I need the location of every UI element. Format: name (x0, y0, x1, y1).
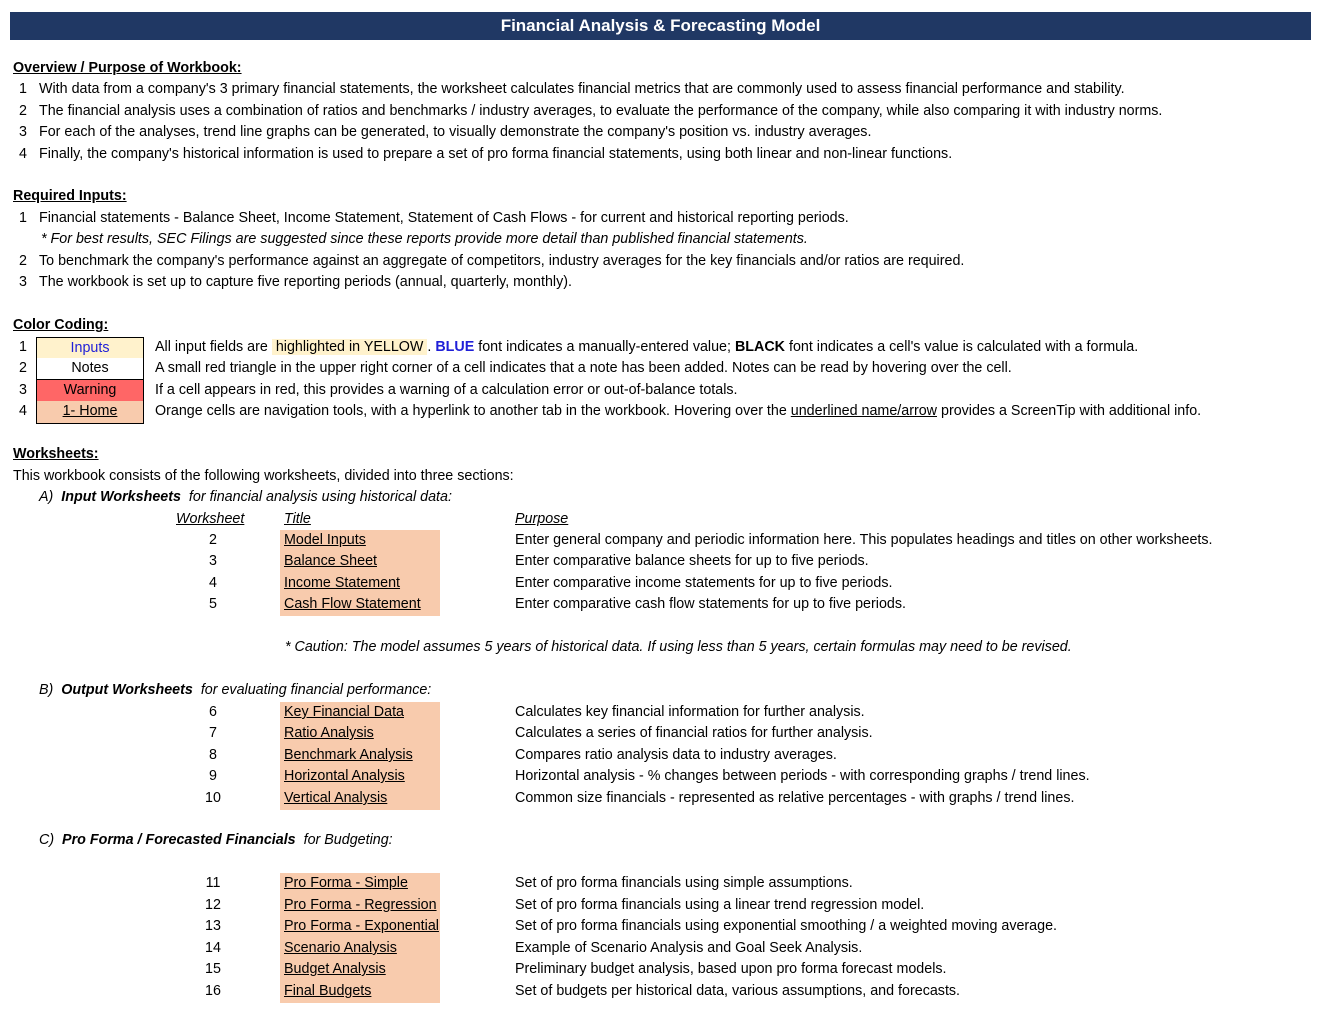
navigation-description (155, 401, 1201, 423)
required-note: * For best results, SEC Filings are suggested since these reports provide more detail than published financial statements. (41, 231, 808, 247)
worksheet-purpose: Enter comparative cash flow statements for up to five periods. (515, 596, 906, 612)
desc-text: provides a ScreenTip with additional info. (937, 403, 1202, 419)
worksheet-purpose: Enter comparative income statements for up to five periods. (515, 575, 893, 591)
worksheet-purpose: Enter general company and periodic information here. This populates headings and titles on other worksheets. (515, 532, 1213, 548)
color-num: 4 (19, 403, 27, 419)
link-cash-flow-statement[interactable]: Cash Flow Statement (284, 596, 421, 612)
section-name: Output Worksheets (61, 682, 193, 698)
required-text: To benchmark the company's performance against an aggregate of competitors, industry averages for the key financials and/or ratios are required. (39, 253, 965, 269)
link-pro-forma-regression[interactable]: Pro Forma - Regression (284, 897, 437, 913)
worksheet-purpose: Calculates a series of financial ratios for further analysis. (515, 725, 873, 741)
section-label: C) (39, 832, 55, 848)
worksheet-purpose: Example of Scenario Analysis and Goal Seek Analysis. (515, 940, 863, 956)
worksheet-number: 14 (205, 940, 221, 956)
worksheet-number: 7 (209, 725, 217, 741)
home-nav-button[interactable] (36, 401, 144, 424)
worksheet-purpose: Set of pro forma financials using simple assumptions. (515, 875, 853, 891)
column-header-title: Title (284, 511, 311, 527)
link-ratio-analysis[interactable]: Ratio Analysis (284, 725, 374, 741)
link-pro-forma-exponential[interactable]: Pro Forma - Exponential (284, 918, 439, 934)
section-desc: for Budgeting: (303, 832, 393, 848)
worksheet-number: 11 (205, 875, 221, 891)
link-pro-forma-simple[interactable]: Pro Forma - Simple (284, 875, 408, 891)
worksheet-purpose: Set of budgets per historical data, various assumptions, and forecasts. (515, 983, 961, 999)
worksheet-number: 3 (209, 553, 217, 569)
link-budget-analysis[interactable]: Budget Analysis (284, 961, 386, 977)
link-income-statement[interactable]: Income Statement (284, 575, 401, 591)
worksheet-number: 9 (209, 768, 217, 784)
worksheet-number: 15 (205, 961, 221, 977)
warning-description: If a cell appears in red, this provides a warning of a calculation error or out-of-balance totals. (155, 382, 738, 398)
required-text: Financial statements - Balance Sheet, Income Statement, Statement of Cash Flows - for current and historical reporting periods. (39, 210, 849, 226)
worksheet-number: 5 (209, 596, 217, 612)
page-title: Financial Analysis & Forecasting Model (10, 12, 1311, 40)
required-text: The workbook is set up to capture five reporting periods (annual, quarterly, monthly). (39, 274, 572, 290)
column-header-worksheet: Worksheet (176, 511, 245, 527)
blue-keyword: BLUE (435, 339, 475, 355)
section-label: A) (39, 489, 54, 505)
required-num: 3 (19, 274, 27, 290)
worksheet-number: 4 (209, 575, 217, 591)
overview-text: Finally, the company's historical information is used to prepare a set of pro forma financial statements, using both linear and non-linear functions. (39, 146, 953, 162)
color-num: 3 (19, 382, 27, 398)
overview-text: For each of the analyses, trend line graphs can be generated, to visually demonstrate the company's position vs. industry averages. (39, 124, 872, 140)
link-key-financial-data[interactable]: Key Financial Data (284, 704, 404, 720)
overview-text: The financial analysis uses a combination of ratios and benchmarks / industry averages, to evaluate the performance of the company, while also comparing it with industry norms. (39, 103, 1163, 119)
color-num: 2 (19, 360, 27, 376)
section-desc: for evaluating financial performance: (200, 682, 432, 698)
overview-num: 1 (19, 81, 27, 97)
desc-text: font indicates a cell's value is calculated with a formula. (785, 339, 1139, 355)
overview-num: 3 (19, 124, 27, 140)
worksheets-intro: This workbook consists of the following worksheets, divided into three sections: (13, 468, 514, 484)
worksheet-number: 8 (209, 747, 217, 763)
worksheet-purpose: Set of pro forma financials using a linear trend regression model. (515, 897, 925, 913)
section-b-heading (39, 680, 431, 702)
link-scenario-analysis[interactable]: Scenario Analysis (284, 940, 397, 956)
link-model-inputs[interactable]: Model Inputs (284, 532, 366, 548)
column-header-purpose: Purpose (515, 511, 569, 527)
caution-note: * Caution: The model assumes 5 years of historical data. If using less than 5 years, certain formulas may need to be revised. (285, 639, 1072, 655)
notes-swatch: Notes (36, 358, 144, 380)
worksheet-purpose: Set of pro forma financials using exponential smoothing / a weighted moving average. (515, 918, 1058, 934)
warning-swatch: Warning (36, 380, 144, 402)
worksheet-number: 12 (205, 897, 221, 913)
color-coding-heading: Color Coding: (13, 317, 109, 333)
required-num: 2 (19, 253, 27, 269)
worksheet-purpose: Calculates key financial information for further analysis. (515, 704, 865, 720)
required-num: 1 (19, 210, 27, 226)
section-label: B) (39, 682, 54, 698)
worksheet-number: 10 (205, 790, 221, 806)
section-a-heading (39, 487, 452, 509)
overview-num: 4 (19, 146, 27, 162)
link-vertical-analysis[interactable]: Vertical Analysis (284, 790, 388, 806)
section-name: Input Worksheets (61, 489, 181, 505)
worksheet-purpose: Common size financials - represented as relative percentages - with graphs / trend lines. (515, 790, 1075, 806)
worksheet-number: 16 (205, 983, 221, 999)
worksheet-purpose: Horizontal analysis - % changes between periods - with corresponding graphs / trend lines. (515, 768, 1090, 784)
link-balance-sheet[interactable]: Balance Sheet (284, 553, 377, 569)
desc-text: font indicates a manually-entered value; (474, 339, 735, 355)
inputs-swatch: Inputs (36, 337, 144, 359)
link-horizontal-analysis[interactable]: Horizontal Analysis (284, 768, 405, 784)
black-keyword: BLACK (734, 339, 786, 355)
worksheet-purpose: Compares ratio analysis data to industry averages. (515, 747, 837, 763)
desc-text: Orange cells are navigation tools, with a hyperlink to another tab in the workbook. Hovering over the (155, 403, 791, 419)
link-benchmark-analysis[interactable]: Benchmark Analysis (284, 747, 413, 763)
notes-description: A small red triangle in the upper right corner of a cell indicates that a note has been added. Notes can be read by hovering over the cell. (155, 360, 1012, 376)
overview-num: 2 (19, 103, 27, 119)
yellow-highlight-text: highlighted in YELLOW (272, 339, 428, 355)
section-desc: for financial analysis using historical data: (188, 489, 452, 505)
inputs-description (155, 337, 1138, 359)
worksheet-purpose: Enter comparative balance sheets for up to five periods. (515, 553, 869, 569)
home-nav-label: 1- Home (62, 403, 118, 419)
desc-text: . (427, 339, 436, 355)
worksheet-purpose: Preliminary budget analysis, based upon pro forma forecast models. (515, 961, 947, 977)
overview-heading: Overview / Purpose of Workbook: (13, 60, 242, 76)
required-inputs-heading: Required Inputs: (13, 188, 127, 204)
color-num: 1 (19, 339, 27, 355)
section-c-heading (39, 830, 393, 852)
overview-text: With data from a company's 3 primary financial statements, the worksheet calculates financial metrics that are commonly used to assess financial performance and stability. (39, 81, 1125, 97)
desc-text: All input fields are (155, 339, 268, 355)
worksheet-number: 13 (205, 918, 221, 934)
worksheets-heading: Worksheets: (13, 446, 99, 462)
underlined-example: underlined name/arrow (790, 403, 938, 419)
section-name: Pro Forma / Forecasted Financials (62, 832, 296, 848)
worksheet-number: 6 (209, 704, 217, 720)
worksheet-number: 2 (209, 532, 217, 548)
link-final-budgets[interactable]: Final Budgets (284, 983, 372, 999)
